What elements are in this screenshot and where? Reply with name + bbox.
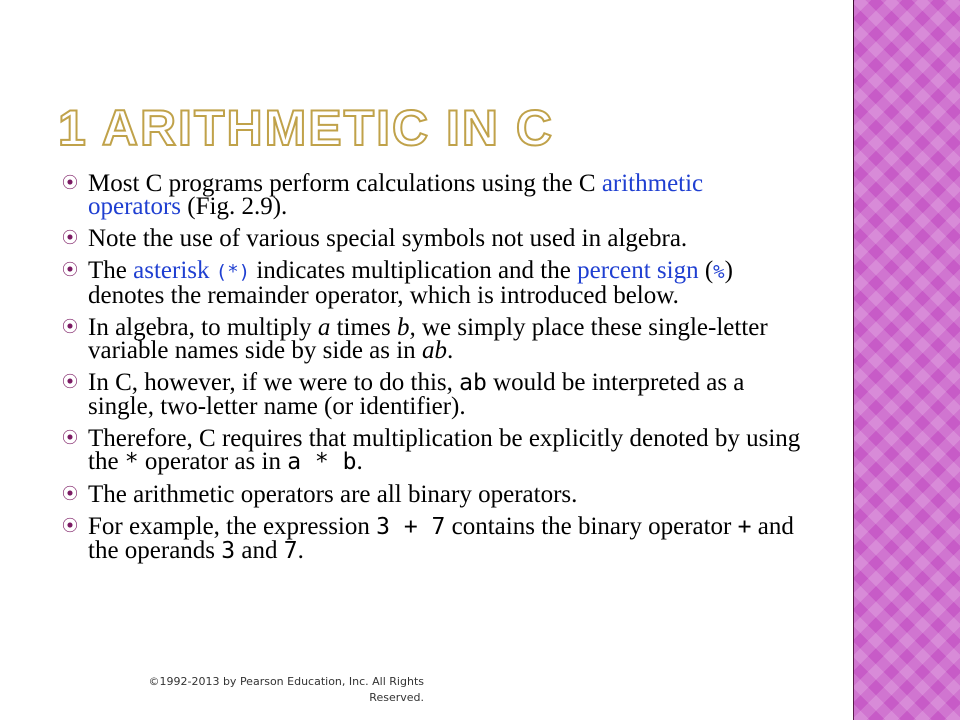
- bullet-text: indicates multiplication and the: [250, 257, 578, 284]
- bullet-item: [62, 483, 802, 506]
- var-ab: ab: [421, 337, 447, 364]
- bullet-text: times: [330, 314, 397, 341]
- bullet-text: The: [88, 257, 134, 284]
- copyright-line-1: ©1992-2013 by Pearson Education, Inc. All Rights: [148, 675, 424, 688]
- bullet-text: Most C programs perform calculations using the C: [88, 170, 602, 197]
- bullet-text: (Fig. 2.9).: [181, 193, 288, 220]
- bullet-text: In algebra, to multiply: [88, 314, 318, 341]
- bullet-icon: ⦿: [62, 230, 79, 247]
- code-expression: 3 + 7: [376, 514, 446, 540]
- decorative-pattern-panel: [854, 0, 960, 720]
- bullet-text: .: [446, 337, 454, 364]
- bullet-icon: ⦿: [62, 518, 79, 535]
- bullet-item: [62, 316, 802, 362]
- bullet-icon: ⦿: [62, 175, 79, 192]
- bullet-text: .: [297, 537, 304, 564]
- code-seven: 7: [283, 538, 298, 564]
- var-b: b,: [396, 314, 416, 341]
- bullet-text: we simply place these single-letter variable names side by side as in: [88, 314, 768, 364]
- bullet-text: and the operands: [88, 513, 794, 564]
- copyright-line-2: Reserved.: [369, 691, 424, 704]
- code-a-times-b: a * b: [287, 449, 357, 475]
- bullet-text: and: [235, 537, 284, 564]
- bullet-icon: ⦿: [62, 486, 79, 503]
- bullet-item: [62, 515, 802, 563]
- code-ab: ab: [459, 370, 487, 396]
- bullet-text: In C, however, if we were to do this,: [88, 369, 460, 396]
- term-asterisk: asterisk: [133, 257, 210, 284]
- term-percent-sign: percent sign: [577, 257, 699, 284]
- bullet-icon: ⦿: [62, 319, 79, 336]
- bullet-icon: ⦿: [62, 262, 79, 279]
- bullet-text: ) denotes the remainder operator, which is introduced below.: [88, 257, 733, 309]
- bullet-item: [62, 371, 802, 418]
- bullet-text: .: [356, 448, 363, 475]
- bullet-item: [62, 227, 802, 250]
- bullet-list: [62, 172, 802, 572]
- bullet-text: Therefore, C requires that multiplication be explicitly denoted by using the: [88, 425, 801, 475]
- slide-title: 1 ARITHMETIC IN C: [58, 100, 555, 156]
- code-percent: %: [713, 261, 725, 283]
- bullet-text: The arithmetic operators are all binary operators.: [88, 481, 578, 508]
- bullet-text: would be interpreted as a single, two-letter name (or identifier).: [88, 369, 745, 420]
- bullet-item: [62, 427, 802, 474]
- copyright-footer: [98, 674, 424, 706]
- bullet-icon: ⦿: [62, 374, 79, 391]
- bullet-item: [62, 172, 802, 218]
- code-plus: +: [737, 514, 752, 540]
- code-asterisk-operator: *: [124, 449, 139, 475]
- term-arithmetic-operators: arithmetic operators: [88, 170, 704, 220]
- bullet-text: operator as in: [138, 448, 288, 475]
- code-asterisk: (*): [215, 261, 251, 283]
- bullet-text: (: [698, 257, 714, 284]
- var-a: a: [317, 314, 331, 341]
- bullet-icon: ⦿: [62, 430, 79, 447]
- code-three: 3: [221, 538, 236, 564]
- bullet-item: [62, 259, 802, 307]
- bullet-text: contains the binary operator: [445, 513, 738, 540]
- bullet-text: Note the use of various special symbols not used in algebra.: [88, 225, 688, 252]
- bullet-text: For example, the expression: [88, 513, 377, 540]
